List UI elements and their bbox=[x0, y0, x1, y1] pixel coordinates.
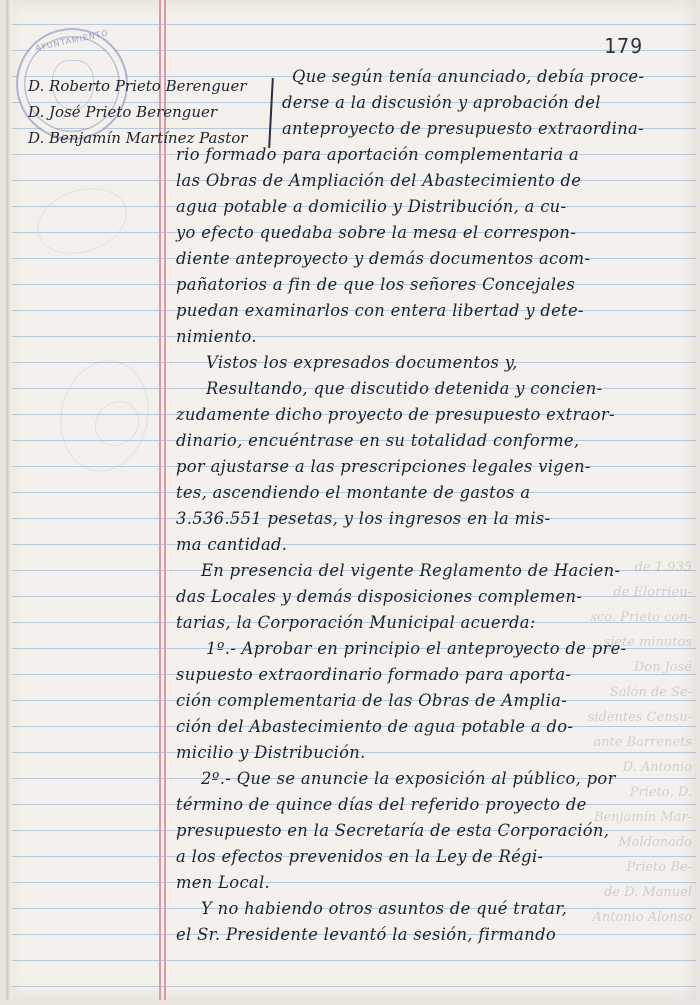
handwritten-line: ción complementaria de las Obras de Amplia- bbox=[176, 691, 568, 710]
handwritten-line: 1º.- Aprobar en principio el anteproyecto de pre- bbox=[206, 639, 627, 658]
handwritten-line: micilio y Distribución. bbox=[176, 743, 366, 762]
attendee-list bbox=[28, 73, 247, 151]
handwritten-line: dinario, encuéntrase en su totalidad conforme, bbox=[176, 431, 580, 450]
bleed-through-text: Antonio Alonso bbox=[592, 910, 692, 925]
handwritten-line: ma cantidad. bbox=[176, 535, 288, 554]
handwritten-line: a los efectos prevenidos en la Ley de Régi- bbox=[176, 847, 544, 866]
attendee-bracket bbox=[268, 78, 273, 148]
bleed-through-text: Prieto Be- bbox=[626, 860, 692, 875]
handwritten-line: ción del Abastecimiento de agua potable a do- bbox=[176, 717, 574, 736]
manuscript-page bbox=[6, 0, 696, 1000]
bleed-through-text: sidentes Censu- bbox=[587, 710, 692, 725]
handwritten-line: diente anteproyecto y demás documentos acom- bbox=[176, 249, 591, 268]
handwritten-line: derse a la discusión y aprobación del bbox=[282, 93, 601, 112]
bleed-through-text: de Elorrieu- bbox=[613, 585, 692, 600]
handwritten-line: zudamente dicho proyecto de presupuesto extraor- bbox=[176, 405, 615, 424]
handwritten-line: supuesto extraordinario formado para aporta- bbox=[176, 665, 572, 684]
page-number: 179 bbox=[604, 34, 644, 58]
bleed-through-text: sco. Prieto con- bbox=[590, 610, 692, 625]
bleed-through-text: Benjamín Mar- bbox=[593, 810, 692, 825]
bleed-through-text: ante Barrenets bbox=[593, 735, 692, 750]
binding-edge bbox=[6, 0, 12, 1000]
handwritten-line: agua potable a domicilio y Distribución, a cu- bbox=[176, 197, 567, 216]
handwritten-line: pañatorios a fin de que los señores Concejales bbox=[176, 275, 576, 294]
handwritten-line: 2º.- Que se anuncie la exposición al público, por bbox=[201, 769, 616, 788]
handwritten-line: men Local. bbox=[176, 873, 271, 892]
bleed-through-text: Salón de Se- bbox=[609, 685, 692, 700]
handwritten-line: Vistos los expresados documentos y, bbox=[206, 353, 518, 372]
handwritten-line: el Sr. Presidente levantó la sesión, firmando bbox=[176, 925, 557, 944]
handwritten-line: anteproyecto de presupuesto extraordina- bbox=[282, 119, 644, 138]
bleed-through-mark bbox=[29, 177, 136, 264]
handwritten-line: las Obras de Ampliación del Abastecimiento de bbox=[176, 171, 582, 190]
bleed-through-text: D. Antonio bbox=[622, 760, 692, 775]
handwritten-line: presupuesto en la Secretaría de esta Corporación, bbox=[176, 821, 610, 840]
bleed-through-text: Maldonado bbox=[618, 835, 692, 850]
seal-text: AYUNTAMIENTO bbox=[34, 28, 110, 53]
handwritten-line: por ajustarse a las prescripciones legales vigen- bbox=[176, 457, 591, 476]
handwritten-line: Resultando, que discutido detenida y concien- bbox=[206, 379, 603, 398]
attendee-name: D. José Prieto Berenguer bbox=[28, 103, 218, 121]
handwritten-line: nimiento. bbox=[176, 327, 257, 346]
handwritten-line: das Locales y demás disposiciones complemen- bbox=[176, 587, 583, 606]
bleed-through-text: de 1.935 bbox=[634, 560, 692, 575]
handwritten-line: yo efecto quedaba sobre la mesa el correspon- bbox=[176, 223, 577, 242]
attendee-name: D. Roberto Prieto Berenguer bbox=[28, 77, 247, 95]
handwritten-line: Que según tenía anunciado, debía proce- bbox=[292, 67, 645, 86]
handwritten-line: En presencia del vigente Reglamento de Hacien- bbox=[201, 561, 621, 580]
handwritten-line: rio formado para aportación complementaria a bbox=[176, 145, 580, 164]
bleed-through-text: Don José bbox=[633, 660, 692, 675]
handwritten-line: Y no habiendo otros asuntos de qué tratar, bbox=[201, 899, 568, 918]
handwritten-line: 3.536.551 pesetas, y los ingresos en la mis- bbox=[176, 509, 551, 528]
handwritten-line: término de quince días del referido proyecto de bbox=[176, 795, 587, 814]
bleed-through-text: Prieto, D. bbox=[629, 785, 692, 800]
attendee-name: D. Benjamín Martínez Pastor bbox=[28, 129, 248, 147]
handwritten-line: tes, ascendiendo el montante de gastos a bbox=[176, 483, 531, 502]
handwritten-line: puedan examinarlos con entera libertad y dete- bbox=[176, 301, 584, 320]
bleed-through-text: de D. Manuel bbox=[603, 885, 692, 900]
handwritten-line: tarias, la Corporación Municipal acuerda: bbox=[176, 613, 536, 632]
bleed-through-text: siete minutos bbox=[603, 635, 692, 650]
